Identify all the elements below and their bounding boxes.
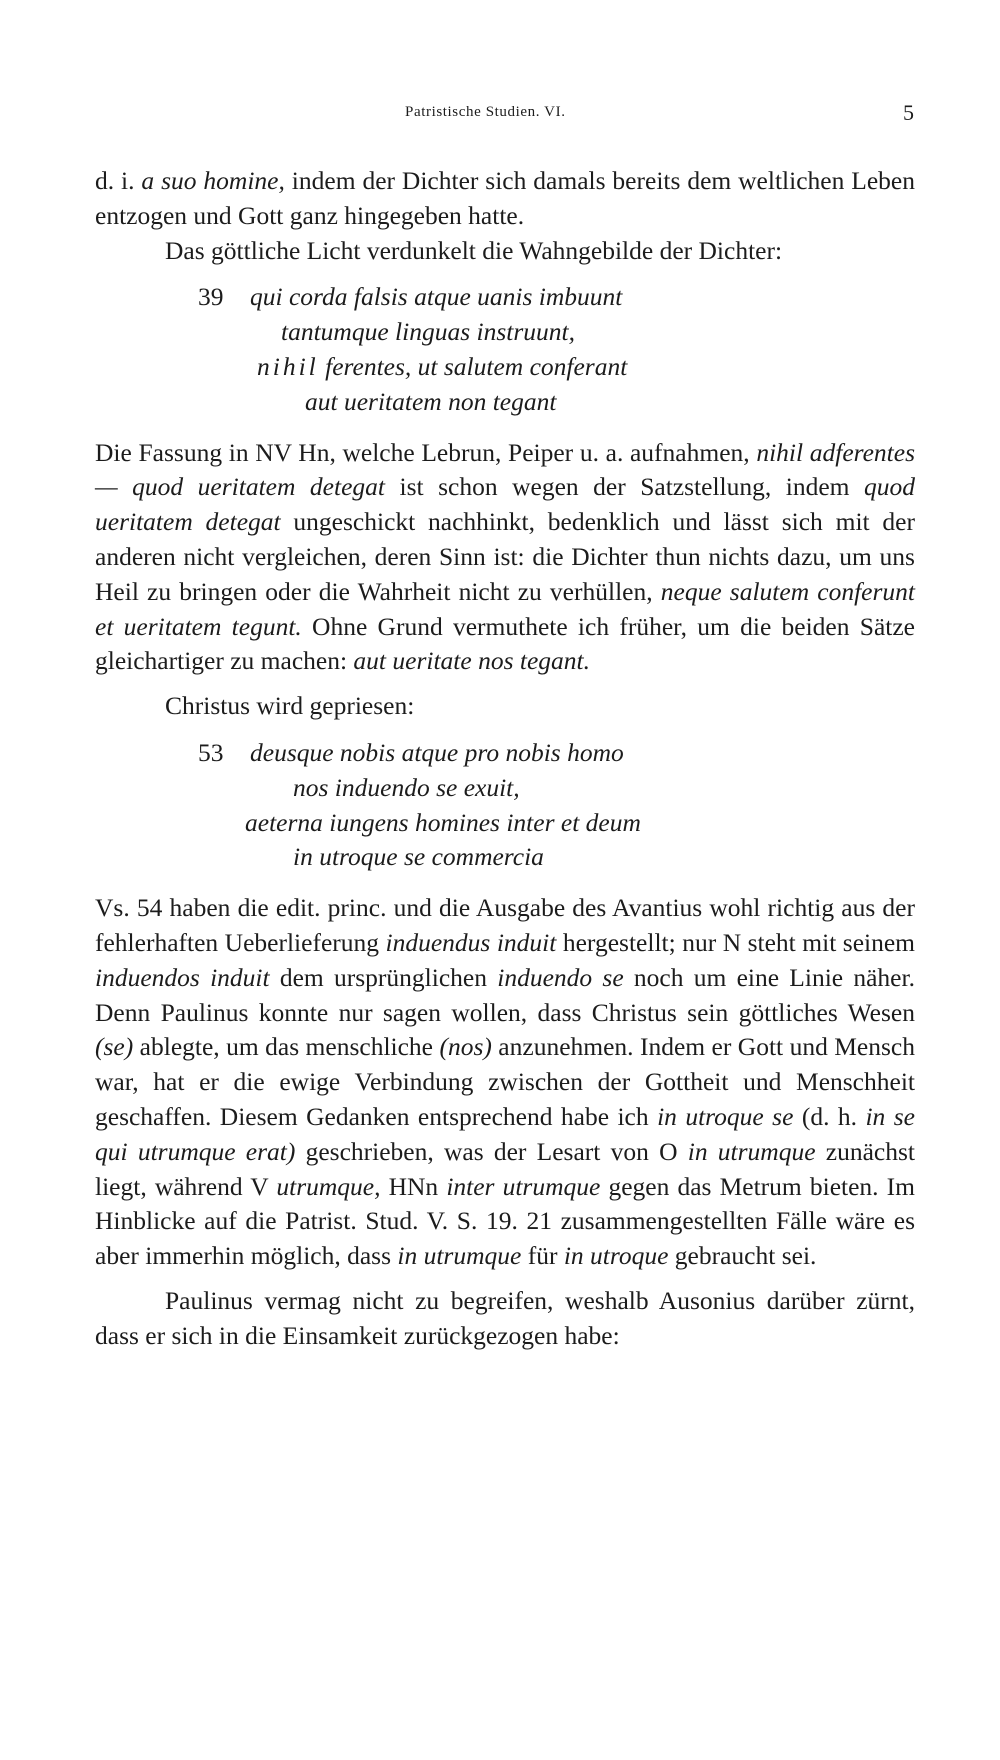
verse-block-2 [95, 736, 915, 875]
verse-line: aeterna iungens homines inter et deum [245, 807, 641, 837]
paragraph-2: Das göttliche Licht verdunkelt die Wahngebilde der Dichter: [165, 235, 783, 265]
verse-text: deusque nobis atque pro nobis homo [250, 737, 624, 767]
latin-phrase: quod ueritatem detegat [95, 472, 915, 537]
latin-phrase: aut ueritate nos tegant. [353, 646, 590, 676]
verse-line-number: 53 [198, 737, 224, 767]
latin-phrase: induendos induit [95, 962, 270, 992]
verse-line [95, 350, 915, 385]
verse-text: ferentes, ut salutem conferant [318, 351, 628, 381]
paragraph-4: Christus wird gepriesen: [165, 691, 415, 721]
page-header [0, 100, 1000, 130]
text-run: Die Fassung in NV Hn, welche Lebrun, Peiper u. a. aufnahmen, [95, 437, 757, 467]
text-run: gegen das Metrum bieten. Im Hinblicke auf die Patrist. Stud. V. S. 19. 21 zusammengestellten Fälle wäre es aber immerhin möglich, dass [95, 1171, 915, 1271]
text-run: d. i. [95, 166, 142, 195]
text-run: anzunehmen. Indem er Gott und Mensch war, hat er die ewige Verbindung zwischen der Gottheit und Menschheit geschaffen. Diesem Gedanken entsprechend habe ich [95, 1032, 915, 1131]
latin-phrase: induendus induit [385, 927, 557, 957]
latin-phrase: neque salutem conferunt et ueritatem tegunt. [95, 576, 915, 641]
latin-phrase: in se qui utrumque erat) [95, 1101, 915, 1166]
text-run: Vs. 54 haben die edit. princ. und die Ausgabe des Avantius wohl richtig aus der fehlerhaften Ueberlieferung [95, 893, 915, 957]
verse-line [95, 280, 915, 315]
text-run: HNn [380, 1171, 447, 1201]
text-run: zunächst liegt, während V [95, 1136, 915, 1201]
latin-phrase: a suo homine, [141, 166, 285, 195]
text-run: hergestellt; nur N steht mit seinem [556, 927, 916, 957]
verse-line: in utroque se commercia [293, 842, 544, 872]
latin-phrase: in utroque se [657, 1101, 794, 1131]
latin-phrase: in utrumque [687, 1136, 816, 1166]
verse-block-1 [95, 280, 915, 419]
latin-phrase: nihil adferentes — quod ueritatem detegat [95, 437, 916, 502]
spaced-word: nihil [257, 351, 319, 381]
latin-phrase: utrumque, [276, 1171, 381, 1201]
latin-phrase: induendo se [497, 962, 624, 992]
verse-line [95, 736, 915, 771]
latin-phrase: in utroque [563, 1241, 669, 1271]
paragraph-6: Paulinus vermag nicht zu begreifen, weshalb Ausonius darüber zürnt, dass er sich in die Einsamkeit zurückgezogen habe: [95, 1285, 915, 1350]
text-run: ist schon wegen der Satzstellung, indem [384, 472, 864, 502]
text-run: dem ursprünglichen [269, 962, 498, 992]
text-run: (d. h. [793, 1101, 866, 1131]
verse-text: qui corda falsis atque uanis imbuunt [250, 282, 623, 312]
paragraph-1 [95, 164, 915, 234]
latin-phrase: (nos) [439, 1032, 492, 1062]
body-text [95, 164, 915, 1354]
text-run: geschrieben, was der Lesart von O [295, 1136, 688, 1166]
verse-line-number: 39 [198, 282, 224, 312]
latin-phrase: inter utrumque [446, 1171, 601, 1201]
text-run: noch um eine Linie näher. Denn Paulinus konnte nur sagen wollen, dass Christus sein göttliches Wesen [95, 962, 915, 1027]
verse-line: aut ueritatem non tegant [305, 386, 557, 416]
text-run: gebraucht sei. [668, 1241, 817, 1271]
text-run: ablegte, um das menschliche [133, 1032, 440, 1062]
text-run: Ohne Grund vermuthete ich früher, um die beiden Sätze gleichartiger zu machen: [95, 611, 915, 676]
text-run: für [521, 1241, 564, 1271]
verse-line: nos induendo se exuit, [293, 772, 520, 802]
latin-phrase: in utrumque [397, 1241, 522, 1271]
paragraph-5 [95, 891, 915, 1274]
page-number: 5 [903, 100, 914, 125]
latin-phrase: (se) [95, 1032, 134, 1062]
paragraph-3 [95, 436, 915, 680]
running-title: Patristische Studien. VI. [405, 104, 566, 120]
text-run: indem der Dichter sich damals bereits dem weltlichen Leben entzogen und Gott ganz hingegeben hatte. [95, 166, 915, 230]
verse-line: tantumque linguas instruunt, [281, 317, 575, 347]
text-run: ungeschickt nachhinkt, bedenklich und lässt sich mit der anderen nicht vergleichen, deren Sinn ist: die Dichter thun nichts dazu, um uns Heil zu bringen oder die Wahrheit nicht zu verhüllen, [95, 507, 915, 606]
